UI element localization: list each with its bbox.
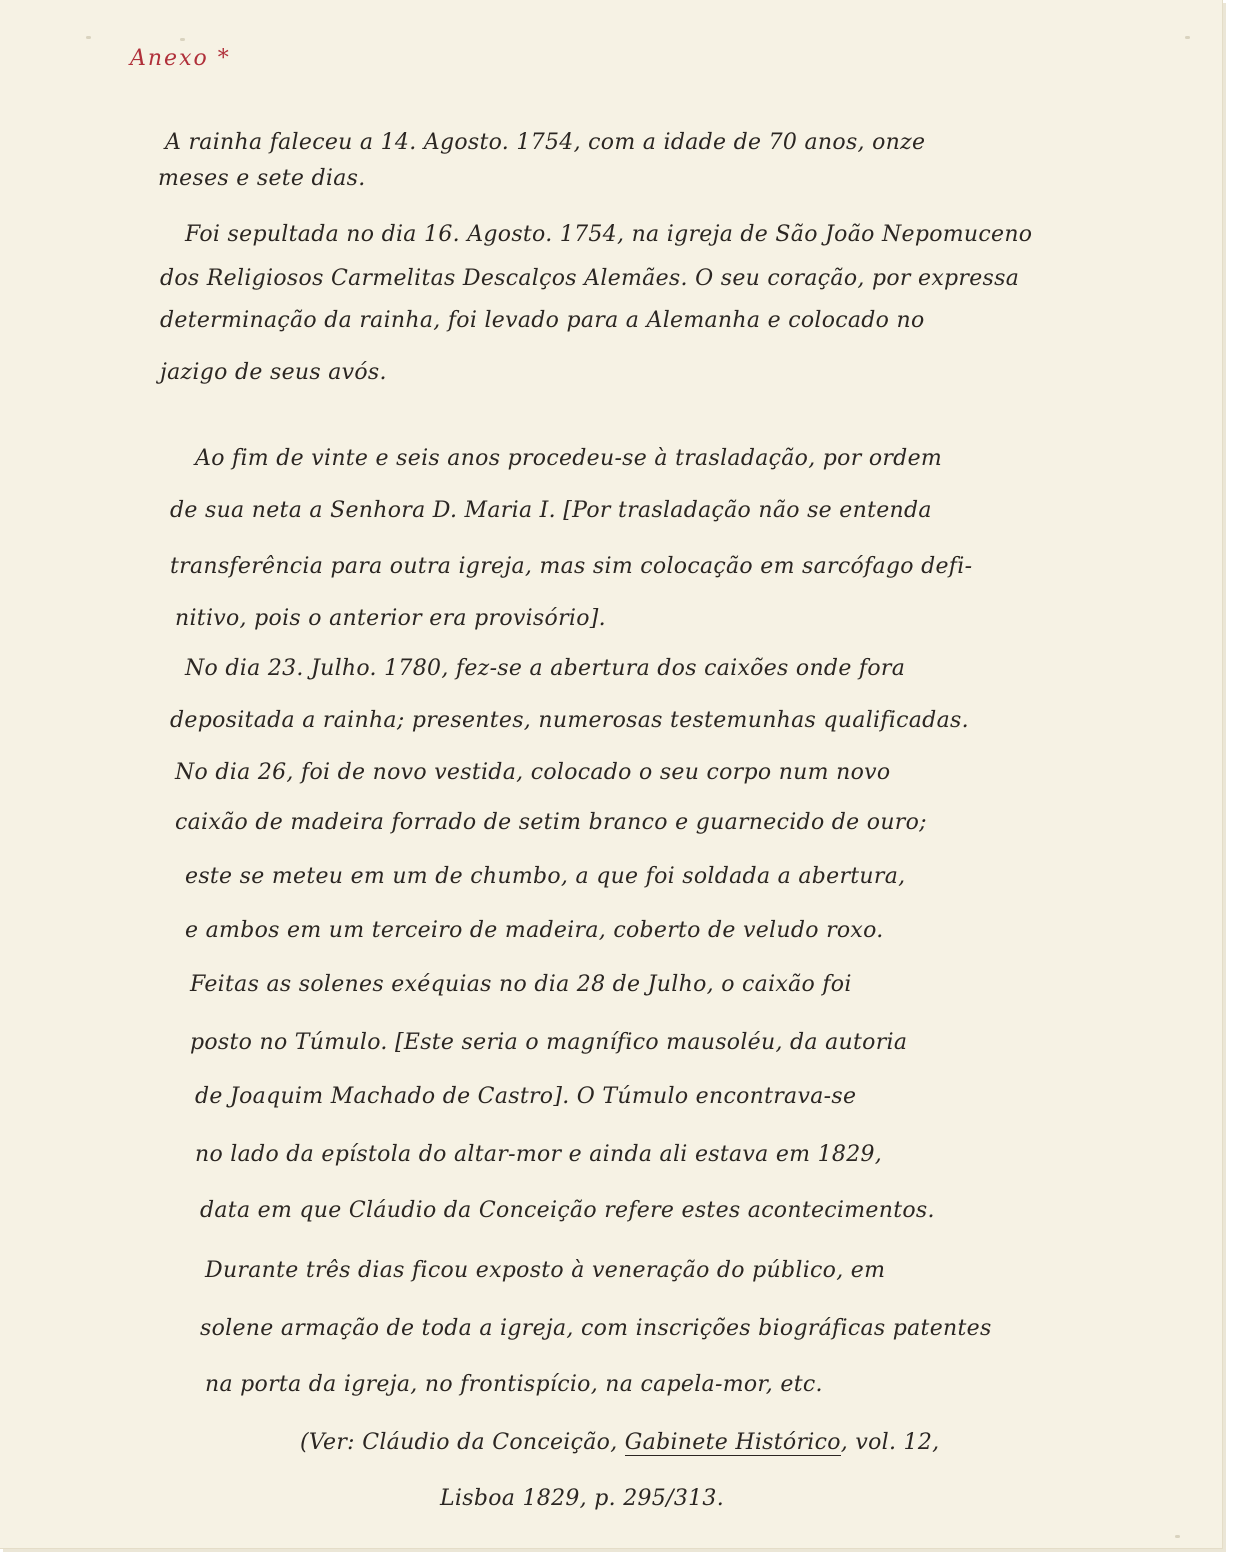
text-line: No dia 23. Julho. 1780, fez-se a abertura dos caixões onde fora	[185, 656, 906, 681]
text-line: meses e sete dias.	[158, 166, 366, 191]
text-line: A rainha faleceu a 14. Agosto. 1754, com a idade de 70 anos, onze	[165, 130, 926, 155]
text-line: dos Religiosos Carmelitas Descalços Alemães. O seu coração, por expressa	[160, 266, 1020, 291]
text-line: de Joaquim Machado de Castro]. O Túmulo encontrava-se	[195, 1084, 857, 1109]
punch-mark	[1175, 1535, 1180, 1538]
text-line: solene armação de toda a igreja, com inscrições biográficas patentes	[200, 1316, 992, 1341]
reference-suffix: , vol. 12,	[840, 1430, 940, 1455]
reference-prefix: (Ver: Cláudio da Conceição,	[300, 1430, 625, 1455]
text-line: determinação da rainha, foi levado para a Alemanha e colocado no	[160, 308, 925, 333]
text-line: de sua neta a Senhora D. Maria I. [Por trasladação não se entenda	[170, 498, 932, 523]
text-line: este se meteu em um de chumbo, a que foi soldada a abertura,	[185, 864, 906, 889]
text-line: Feitas as solenes exéquias no dia 28 de Julho, o caixão foi	[190, 972, 852, 997]
text-line: e ambos em um terceiro de madeira, coberto de veludo roxo.	[185, 918, 884, 943]
text-line: Durante três dias ficou exposto à veneração do público, em	[205, 1258, 886, 1283]
text-line: transferência para outra igreja, mas sim colocação em sarcófago defi-	[170, 554, 973, 579]
text-line: data em que Cláudio da Conceição refere estes acontecimentos.	[200, 1198, 935, 1223]
reference-title: Gabinete Histórico	[624, 1430, 841, 1455]
text-line: caixão de madeira forrado de setim branco e guarnecido de ouro;	[175, 810, 927, 835]
punch-mark	[1185, 36, 1190, 39]
reference-line	[300, 1432, 939, 1454]
text-line: No dia 26, foi de novo vestida, colocado o seu corpo num novo	[175, 760, 891, 785]
text-line: Foi sepultada no dia 16. Agosto. 1754, na igreja de São João Nepomuceno	[185, 222, 1033, 247]
text-line: Ao fim de vinte e seis anos procedeu-se à trasladação, por ordem	[195, 446, 943, 471]
text-line: jazigo de seus avós.	[160, 360, 387, 385]
text-line: depositada a rainha; presentes, numerosas testemunhas qualificadas.	[170, 708, 969, 733]
punch-mark	[180, 38, 185, 41]
text-line: posto no Túmulo. [Este seria o magnífico mausoléu, da autoria	[190, 1030, 908, 1055]
annex-label: Anexo *	[130, 46, 231, 71]
text-line: no lado da epístola do altar-mor e ainda ali estava em 1829,	[195, 1142, 883, 1167]
reference-line: Lisboa 1829, p. 295/313.	[440, 1486, 725, 1511]
text-line: nitivo, pois o anterior era provisório].	[175, 606, 606, 631]
text-line: na porta da igreja, no frontispício, na capela-mor, etc.	[205, 1372, 823, 1397]
punch-mark	[86, 36, 91, 39]
